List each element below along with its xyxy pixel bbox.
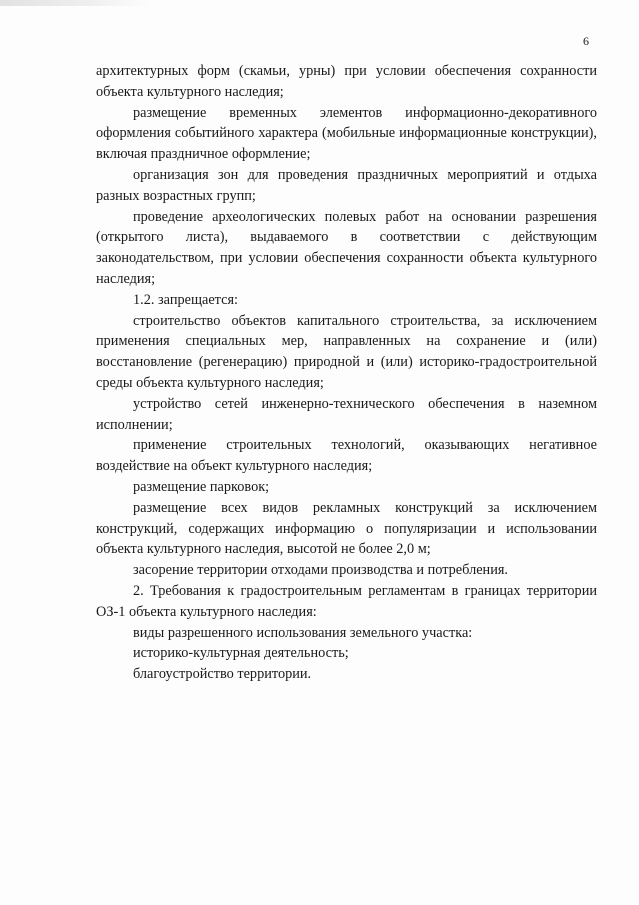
paragraph: размещение парковок;	[133, 478, 270, 495]
paragraph: 1.2. запрещается:	[133, 291, 238, 308]
paragraph: размещение всех видов рекламных конструкций за исключением конструкций, содержащих информацию о популяризации и использовании объекта культурного наследия, высотой не более 2,0 м;	[96, 499, 597, 558]
paragraph: организация зон для проведения праздничных мероприятий и отдыха разных возрастных групп;	[96, 166, 597, 204]
paragraph: размещение временных элементов информационно-декоративного оформления событийного характера (мобильные информационные конструкции), включая праздничное оформление;	[96, 104, 597, 163]
document-body	[96, 61, 597, 685]
paragraph: проведение археологических полевых работ на основании разрешения (открытого листа), выдаваемого в соответствии с действующим законодательством, при условии обеспечения сохранности объекта культурного наследия;	[96, 208, 597, 287]
paragraph: архитектурных форм (скамьи, урны) при условии обеспечения сохранности объекта культурного наследия;	[96, 63, 597, 100]
paragraph: применение строительных технологий, оказывающих негативное воздействие на объект культурного наследия;	[96, 437, 597, 475]
paragraph: виды разрешенного использования земельного участка:	[133, 624, 473, 641]
paragraph: 2. Требования к градостроительным регламентам в границах территории ОЗ-1 объекта культурного наследия:	[96, 582, 597, 620]
paragraph: строительство объектов капитального строительства, за исключением применения специальных мер, направленных на сохранение и (или) восстановление (регенерацию) природной и (или) историко-градостроительной среды объекта культурного наследия;	[96, 312, 597, 391]
page-number: 6	[583, 34, 589, 48]
paragraph: благоустройство территории.	[133, 666, 312, 683]
scan-edge-artifact	[0, 0, 150, 6]
paragraph: засорение территории отходами производства и потребления.	[133, 562, 509, 579]
paragraph: устройство сетей инженерно-технического обеспечения в наземном исполнении;	[96, 395, 597, 433]
paragraph: историко-культурная деятельность;	[133, 645, 349, 662]
